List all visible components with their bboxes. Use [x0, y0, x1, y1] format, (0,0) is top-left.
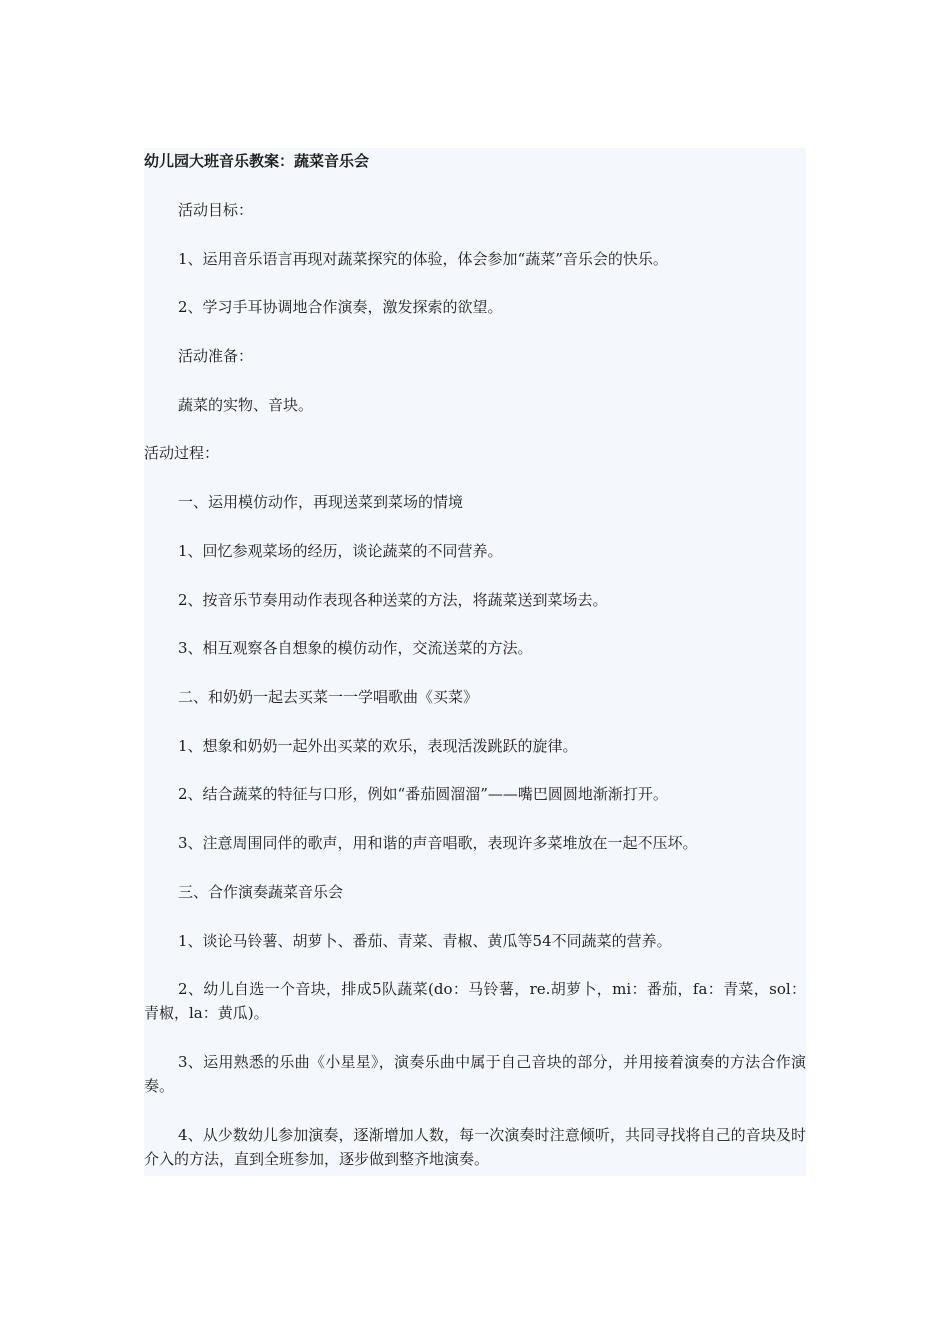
step-3-item-3: 3、运用熟悉的乐曲《小星星》，演奏乐曲中属于自己音块的部分，并用接着演奏的方法合作演奏。 — [144, 1053, 806, 1095]
step-heading-2: 二、和奶奶一起去买菜一一学唱歌曲《买菜》 — [178, 688, 479, 706]
step-3-item-2: 2、幼儿自选一个音块，排成5队蔬菜(do：马铃薯，re.胡萝卜，mi：番茄，fa：青菜，sol：青椒，la：黄瓜)。 — [144, 980, 806, 1022]
document-content — [144, 148, 806, 1176]
goal-item-2: 2、学习手耳协调地合作演奏，激发探索的欲望。 — [178, 298, 503, 316]
step-1-item-3: 3、相互观察各自想象的模仿动作，交流送菜的方法。 — [178, 639, 533, 657]
section-heading-preparation: 活动准备： — [178, 347, 254, 365]
step-2-item-2: 2、结合蔬菜的特征与口形，例如“番茄圆溜溜”——嘴巴圆圆地渐渐打开。 — [178, 785, 668, 803]
step-3-item-4: 4、从少数幼儿参加演奏，逐渐增加人数，每一次演奏时注意倾听，共同寻找将自己的音块及时介入的方法，直到全班参加，逐步做到整齐地演奏。 — [144, 1126, 806, 1168]
step-heading-1: 一、运用模仿动作，再现送菜到菜场的情境 — [178, 493, 464, 511]
section-heading-process: 活动过程： — [144, 444, 220, 462]
preparation-text: 蔬菜的实物、音块。 — [178, 396, 314, 414]
section-heading-goals: 活动目标： — [178, 201, 254, 219]
step-2-item-1: 1、想象和奶奶一起外出买菜的欢乐，表现活泼跳跃的旋律。 — [178, 737, 578, 755]
step-heading-3: 三、合作演奏蔬菜音乐会 — [178, 883, 344, 901]
step-2-item-3: 3、注意周围同伴的歌声，用和谐的声音唱歌，表现许多菜堆放在一起不压坏。 — [178, 834, 698, 852]
step-1-item-2: 2、按音乐节奏用动作表现各种送菜的方法，将蔬菜送到菜场去。 — [178, 591, 608, 609]
step-3-item-1: 1、谈论马铃薯、胡萝卜、番茄、青菜、青椒、黄瓜等54不同蔬菜的营养。 — [178, 932, 672, 950]
step-1-item-1: 1、回忆参观菜场的经历，谈论蔬菜的不同营养。 — [178, 542, 503, 560]
document-title: 幼儿园大班音乐教案：蔬菜音乐会 — [144, 152, 370, 170]
goal-item-1: 1、运用音乐语言再现对蔬菜探究的体验，体会参加“蔬菜”音乐会的快乐。 — [178, 250, 668, 268]
